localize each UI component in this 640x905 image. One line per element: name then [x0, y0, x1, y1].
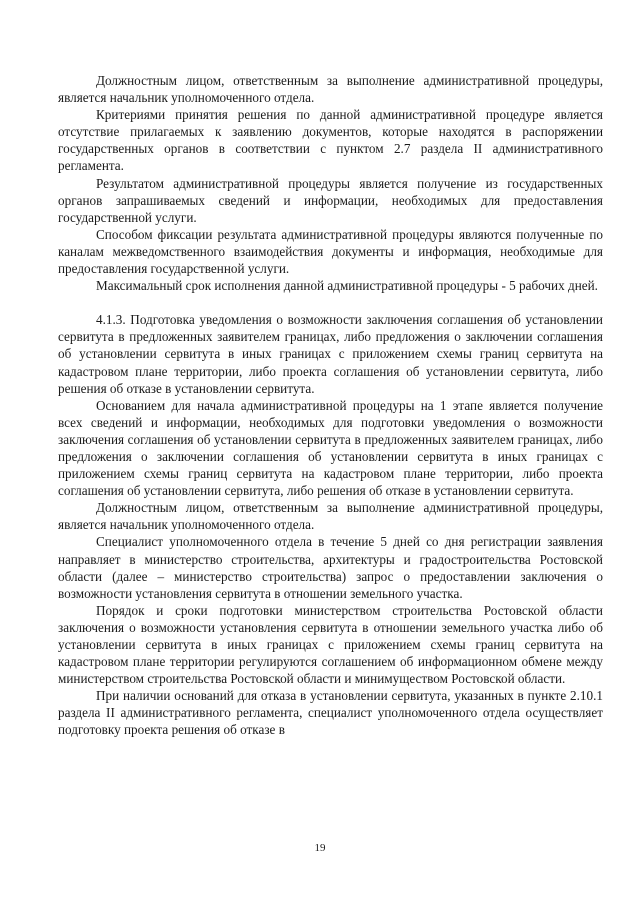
paragraph-responsible-official-2: Должностным лицом, ответственным за выполнение административной процедуры, является начальник уполномоченного отдела. [58, 500, 603, 533]
document-body [58, 72, 603, 739]
paragraph-procedure-result: Результатом административной процедуры является получение из государственных органов запрашиваемых сведений и информации, необходимых для предоставления государственной услуги. [58, 175, 603, 225]
paragraph-decision-criteria: Критериями принятия решения по данной административной процедуре является отсутствие прилагаемых к заявлению документов, которые находятся в распоряжении государственных органов в соответствии с пунктом 2.7 раздела II административного регламента. [58, 107, 603, 174]
page-number: 19 [314, 842, 326, 854]
paragraph-section-4-1-3: 4.1.3. Подготовка уведомления о возможности заключения соглашения об установлении сервитута в предложенных заявителем границах, либо предложения о заключении соглашения об установлении сервитута в иных границах с приложением схемы границ сервитута на кадастровом плане территории, либо проекта соглашения об установлении сервитута, либо решения об отказе в установлении сервитута. [58, 312, 603, 396]
paragraph-max-term: Максимальный срок исполнения данной административной процедуры - 5 рабочих дней. [96, 278, 598, 294]
paragraph-specialist-request: Специалист уполномоченного отдела в течение 5 дней со дня регистрации заявления направляет в министерство строительства, архитектуры и градостроительства Ростовской области (далее – министерство строительства) запрос о предоставлении заключения о возможности установления сервитута в отношении земельного участка. [58, 534, 603, 601]
paragraph-procedure-basis: Основанием для начала административной процедуры на 1 этапе является получение всех сведений и информации, необходимых для подготовки уведомления о возможности заключения соглашения об установлении сервитута в предложенных заявителем границах, либо предложения о заключении соглашения об установлении сервитута в иных границах с приложением схемы границ сервитута на кадастровом плане территории, либо проекта соглашения об установлении сервитута, либо решения об отказе в установлении сервитута. [58, 397, 603, 499]
paragraph-procedure-order: Порядок и сроки подготовки министерством строительства Ростовской области заключения о возможности установления сервитута в отношении земельного участка либо об установлении сервитута в иных границах с приложением схемы границ сервитута на кадастровом плане территории регулируются соглашением об информационном обмене между министерством строительства Ростовской области и минимуществом Ростовской области. [58, 602, 603, 687]
paragraph-responsible-official: Должностным лицом, ответственным за выполнение административной процедуры, является начальник уполномоченного отдела. [58, 73, 603, 106]
paragraph-result-recording: Способом фиксации результата административной процедуры являются полученные по каналам межведомственного взаимодействия документы и информация, необходимые для предоставления государственной услуги. [58, 226, 603, 277]
paragraph-refusal-grounds: При наличии оснований для отказа в установлении сервитута, указанных в пункте 2.10.1 раздела II административного регламента, специалист уполномоченного отдела осуществляет подготовку проекта решения об отказе в [58, 688, 603, 738]
